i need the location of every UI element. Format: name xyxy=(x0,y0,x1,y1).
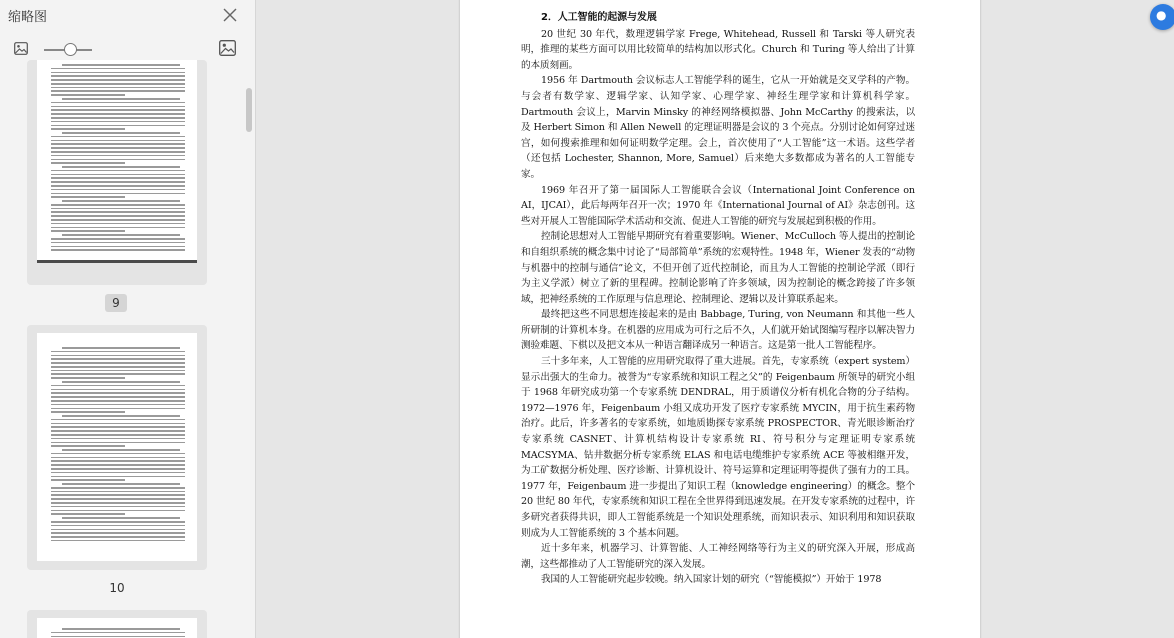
thumbnail-text-line xyxy=(51,68,185,70)
thumbnail-text-line xyxy=(51,113,185,115)
thumbnail-text-line xyxy=(51,185,185,187)
thumbnail-text-line xyxy=(51,442,185,444)
thumbnail-text-line xyxy=(51,479,125,481)
thumbnail-text-line xyxy=(62,166,180,168)
thumbnail-text-line xyxy=(62,483,180,485)
thumbnail-text-line xyxy=(51,136,185,138)
page-content xyxy=(521,10,915,588)
document-page xyxy=(460,0,980,638)
thumbnail-text-line xyxy=(51,419,185,421)
thumbnail-text-line xyxy=(51,125,185,127)
thumbnail-text-line xyxy=(51,411,125,413)
thumbnail-text-line xyxy=(51,174,185,176)
thumbnail-text-line xyxy=(62,64,180,66)
thumbnail-text-line xyxy=(51,491,185,493)
thumbnail-text-line xyxy=(51,147,185,149)
thumbnail-text-line xyxy=(51,140,185,142)
thumbnail-text-line xyxy=(51,79,185,81)
image-small-icon[interactable] xyxy=(14,42,28,55)
thumbnail-text-line xyxy=(51,155,185,157)
thumbnail-text-line xyxy=(51,102,185,104)
thumbnail-text-line xyxy=(51,223,185,225)
thumbnail-text-line xyxy=(51,438,185,440)
thumbnail-text-line xyxy=(51,215,185,217)
thumbnail-text-line xyxy=(51,377,125,379)
paragraph: 控制论思想对人工智能早期研究有着重要影响。Wiener、McCulloch 等人提出的控制论和自组织系统的概念集中讨论了“局部简单”系统的宏观特性。1948 年，Wiener 发表的“动物与机器中的控制与通信”论文，不但开创了近代控制论，而且为人工智能的控制论学派（即行为主义学派）树立了新的里程碑。控制论影响了许多领域，因为控制论的概念跨接了许多领域，把神经系统的工作原理与信息理论、控制理论、逻辑以及计算联系起来。 xyxy=(521,231,915,305)
thumbnail-text-line xyxy=(51,204,185,206)
thumbnail-text-line xyxy=(51,227,185,229)
thumbnail-text-line xyxy=(51,358,185,360)
thumbnail-text-line xyxy=(51,83,185,85)
thumbnail-text-line xyxy=(51,106,185,108)
thumbnail-text-line xyxy=(51,423,185,425)
paragraph: 近十多年来，机器学习、计算智能、人工神经网络等行为主义的研究深入开展，形成高潮，这些都推动了人工智能研究的深入发展。 xyxy=(521,543,915,570)
thumbnail-text-lines xyxy=(51,64,185,253)
paragraph: 最终把这些不同思想连接起来的是由 Babbage, Turing, von Neumann 和其他一些人所研制的计算机本身。在机器的应用成为可行之后不久，人们就开始试图编写程序以解决智力测验难题、下棋以及把文本从一种语言翻译成另一种语言。这是第一批人工智能程序。 xyxy=(521,309,915,352)
thumbnail-text-line xyxy=(51,460,185,462)
thumbnail-text-line xyxy=(51,464,185,466)
close-icon[interactable] xyxy=(221,6,239,24)
thumbnail-page-9-image xyxy=(37,60,197,263)
thumbnail-text-line xyxy=(62,628,180,630)
thumbnail-page-11[interactable] xyxy=(27,610,207,638)
thumbnail-sidebar xyxy=(0,0,256,638)
thumbnail-text-line xyxy=(51,457,185,459)
thumbnail-text-line xyxy=(51,529,185,531)
thumbnail-text-line xyxy=(51,487,185,489)
thumbnail-text-line xyxy=(51,351,185,353)
thumbnail-text-line xyxy=(62,449,180,451)
thumbnail-text-line xyxy=(51,385,185,387)
thumbnail-text-line xyxy=(62,381,180,383)
assistant-icon[interactable] xyxy=(1150,4,1174,30)
assistant-glyph: ● xyxy=(1156,8,1167,22)
thumbnail-page-number: 9 xyxy=(105,294,127,312)
thumbnail-text-line xyxy=(51,90,185,92)
thumbnail-text-lines xyxy=(51,628,185,638)
paragraph: 20 世纪 30 年代，数理逻辑学家 Frege, Whitehead, Russell 和 Tarski 等人研究表明，推理的某些方面可以用比较简单的结构加以形式化。Church 和 Turing 等人给出了计算的本质刻画。 xyxy=(521,28,915,71)
thumbnail-text-line xyxy=(51,392,185,394)
thumbnail-text-line xyxy=(51,162,125,164)
thumbnail-text-line xyxy=(51,242,185,244)
thumbnail-text-line xyxy=(51,355,185,357)
thumbnail-text-line xyxy=(51,430,185,432)
thumbnail-text-line xyxy=(51,521,185,523)
thumbnail-text-line xyxy=(51,468,185,470)
paragraph: 我国的人工智能研究起步较晚。纳入国家计划的研究（“智能模拟”）开始于 1978 xyxy=(541,574,882,586)
thumbnail-text-line xyxy=(51,445,125,447)
thumbnail-text-line xyxy=(51,404,185,406)
thumbnail-text-line xyxy=(51,540,185,542)
thumbnail-text-line xyxy=(51,426,185,428)
thumbnail-text-line xyxy=(51,151,185,153)
thumbnail-text-line xyxy=(51,389,185,391)
thumbnail-text-line xyxy=(51,159,185,161)
thumbnail-text-line xyxy=(51,211,185,213)
thumbnail-text-line xyxy=(62,98,180,100)
thumbnail-text-line xyxy=(51,408,185,410)
thumbnail-list xyxy=(0,70,256,638)
thumbnail-text-line xyxy=(62,200,180,202)
thumbnail-text-line xyxy=(51,472,185,474)
thumbnail-text-line xyxy=(51,181,185,183)
thumbnail-text-line xyxy=(51,476,185,478)
thumbnail-text-line xyxy=(51,170,185,172)
thumbnail-text-line xyxy=(51,109,185,111)
thumbnail-text-line xyxy=(51,370,185,372)
thumbnail-text-line xyxy=(51,196,125,198)
thumbnail-text-line xyxy=(51,75,185,77)
image-large-icon[interactable] xyxy=(219,40,236,56)
thumbnail-text-line xyxy=(51,117,185,119)
thumbnail-page-number: 10 xyxy=(109,581,125,595)
thumbnail-page-10[interactable] xyxy=(27,325,207,570)
thumbnail-size-slider-handle[interactable] xyxy=(64,43,77,56)
thumbnail-text-line xyxy=(51,238,185,240)
paragraph: 1956 年 Dartmouth 会议标志人工智能学科的诞生，它从一开始就是交叉学科的产物。与会者有数学家、逻辑学家、认知学家、心理学家、神经生理学家和计算机科学家。Dartmouth 会议上，Marvin Minsky 的神经网络模拟器、John McCarthy 的搜索法，以及 Herbert Simon 和 Allen Newell 的定理证明器是会议的 3 个亮点。分别讨论如何穿过迷宫，如何搜索推理和如何证明数学定理。会上，首次使用了“人工智能”这一术语。这些学者（还包括 Lochester, Shannon, More, Samuel）后来绝大多数都成为著名的人工智能专家。 xyxy=(521,75,915,180)
thumbnail-text-line xyxy=(51,494,185,496)
thumbnail-page-11-image xyxy=(37,618,197,638)
thumbnail-text-line xyxy=(62,517,180,519)
sidebar-header xyxy=(0,0,255,30)
thumbnail-text-line xyxy=(51,632,185,634)
thumbnail-text-lines xyxy=(51,347,185,544)
section-heading: 2．人工智能的起源与发展 xyxy=(541,12,657,23)
thumbnail-text-line xyxy=(51,525,185,527)
thumbnail-text-line xyxy=(51,536,185,538)
thumbnail-text-line xyxy=(51,230,125,232)
thumbnail-text-line xyxy=(51,513,125,515)
thumbnail-text-line xyxy=(62,132,180,134)
thumbnail-text-line xyxy=(51,94,125,96)
thumbnail-page-10-image xyxy=(37,333,197,561)
thumbnail-text-line xyxy=(51,121,185,123)
thumbnail-text-line xyxy=(51,193,185,195)
sidebar-scrollbar[interactable] xyxy=(246,88,252,132)
thumbnail-text-line xyxy=(51,373,185,375)
thumbnail-text-line xyxy=(51,208,185,210)
thumbnail-text-line xyxy=(51,177,185,179)
thumbnail-text-line xyxy=(51,128,125,130)
thumbnail-text-line xyxy=(51,72,185,74)
thumbnail-text-line xyxy=(51,366,185,368)
paragraph: 1969 年召开了第一届国际人工智能联合会议（International Joint Conference on AI，IJCAI），此后每两年召开一次；1970 年《International Journal of AI》杂志创刊。这些对开展人工智能国际学术活动和交流、促进人工智能的研究与发展起到积极的作用。 xyxy=(521,184,915,227)
thumbnail-text-line xyxy=(51,219,185,221)
sidebar-title: 缩略图 xyxy=(8,10,48,25)
thumbnail-text-line xyxy=(51,246,185,248)
thumbnail-text-line xyxy=(51,87,185,89)
thumbnail-text-line xyxy=(51,453,185,455)
thumbnail-text-line xyxy=(51,532,185,534)
thumbnail-text-line xyxy=(51,502,185,504)
thumbnail-text-line xyxy=(51,362,185,364)
thumbnail-text-line xyxy=(51,510,185,512)
thumbnail-text-line xyxy=(51,434,185,436)
thumbnail-text-line xyxy=(62,347,180,349)
thumbnail-text-line xyxy=(51,143,185,145)
thumbnail-text-line xyxy=(51,636,185,638)
thumbnail-text-line xyxy=(62,415,180,417)
paragraph: 三十多年来，人工智能的应用研究取得了重大进展。首先，专家系统（expert system）显示出强大的生命力。被誉为“专家系统和知识工程之父”的 Feigenbaum 所领导的研究小组于 1968 年研究成功第一个专家系统 DENDRAL，用于质谱仪分析有机化合物的分子结构。1972—1976 年，Feigenbaum 小组又成功开发了医疗专家系统 MYCIN，用于抗生素药物治疗。此后，许多著名的专家系统，如地质勘探专家系统 PROSPECTOR、青光眼诊断治疗专家系统 CASNET、计算机结构设计专家系统 RI、符号积分与定理证明专家系统 MACSYMA、钻井数据分析专家系统 ELAS 和电话电缆维护专家系统 ACE 等被相继开发，为工矿数据分析处理、医疗诊断、计算机设计、符号运算和定理证明等提供了强有力的工具。1977 年，Feigenbaum 进一步提出了知识工程（knowledge engineering）的概念。整个 20 世纪 80 年代，专家系统和知识工程在全世界得到迅速发展。在开发专家系统的过程中，许多研究者获得共识，即人工智能系统是一个知识处理系统，而知识表示、知识利用和知识获取则成为人工智能系统的 3 个基本问题。 xyxy=(521,356,915,539)
document-viewer[interactable] xyxy=(257,0,1174,638)
thumbnail-text-line xyxy=(51,249,185,251)
thumbnail-text-line xyxy=(51,189,185,191)
thumbnail-text-line xyxy=(51,396,185,398)
thumbnail-text-line xyxy=(51,400,185,402)
thumbnail-text-line xyxy=(51,506,185,508)
thumbnail-page-9[interactable] xyxy=(27,60,207,285)
thumbnail-text-line xyxy=(51,498,185,500)
thumbnail-text-line xyxy=(62,234,180,236)
